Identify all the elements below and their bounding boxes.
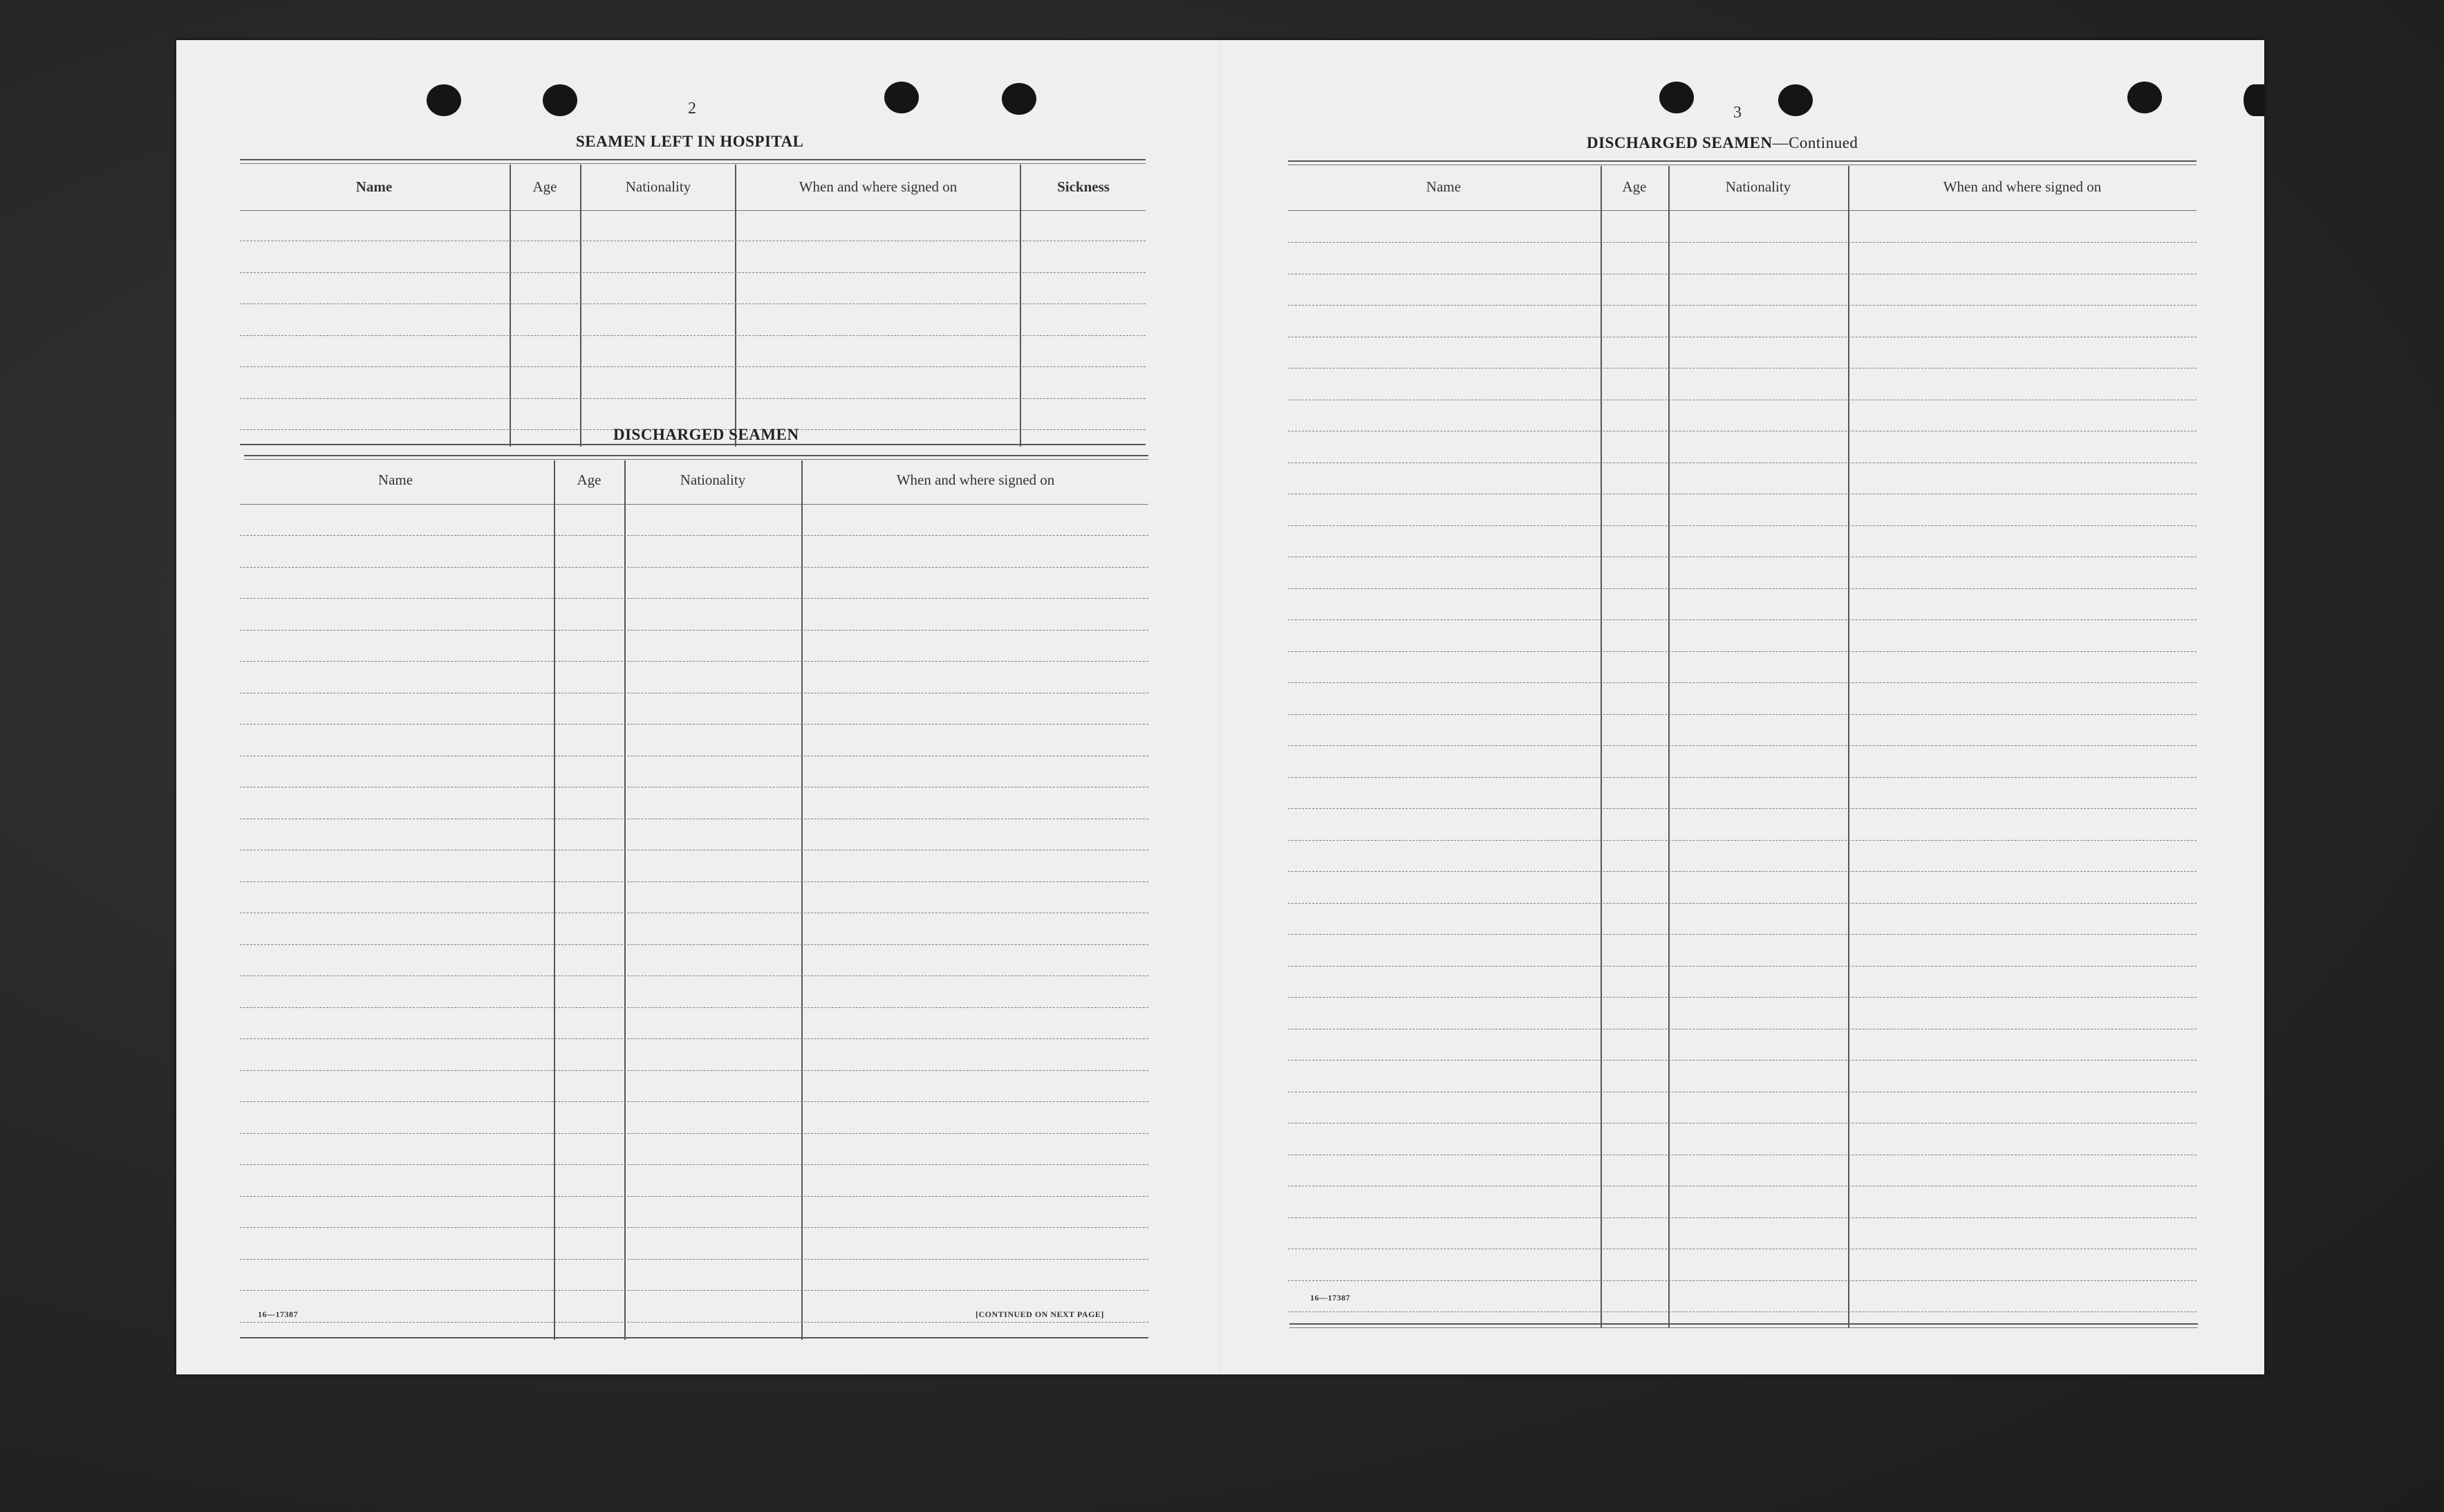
discharged-top-rule-inner [244,459,1148,460]
continued-bottom-rule [1289,1323,2198,1325]
hospital-col-name: Name [355,178,393,195]
hospital-col-divider [735,165,736,447]
continued-top-rule [1288,160,2196,162]
blank-row-line [1288,808,2196,809]
blank-row-line [240,598,1148,599]
form-code-left: 16—17387 [258,1309,298,1319]
blank-row-line [1288,525,2196,526]
hospital-bottom-rule [240,444,1146,445]
hospital-col-signed-on: When and where signed on [799,178,958,195]
blank-row-line [1288,903,2196,904]
blank-row-line [1288,934,2196,935]
hospital-col-age: Age [532,178,557,195]
blank-row-line [240,1007,1148,1008]
punch-hole [1002,83,1036,115]
continued-col-signed-on: When and where signed on [1943,178,2102,195]
blank-row-line [240,335,1146,336]
blank-row-line [240,1038,1148,1039]
hospital-col-divider [580,165,581,447]
blank-row-line [1288,682,2196,683]
blank-row-line [1288,651,2196,652]
hospital-top-rule [240,159,1146,160]
blank-row-line [1288,1060,2196,1061]
blank-row-line [240,1322,1148,1323]
hospital-section-title: SEAMEN LEFT IN HOSPITAL [576,133,804,150]
blank-row-line [1288,1280,2196,1281]
hospital-col-nationality: Nationality [625,178,691,195]
blank-row-line [1288,619,2196,620]
punch-hole [1659,82,1694,113]
page-number-left: 2 [688,100,696,118]
continued-col-divider [1668,166,1670,1327]
blank-row-line [1288,242,2196,243]
blank-row-line [1288,997,2196,998]
discharged-bottom-rule [240,1337,1148,1338]
blank-row-line [240,366,1146,367]
blank-row-line [1288,871,2196,872]
center-fold [1219,40,1220,1374]
discharged-col-divider [554,460,555,1340]
blank-row-line [1288,305,2196,306]
blank-row-line [240,661,1148,662]
page-number-right: 3 [1733,104,1742,122]
blank-row-line [240,1070,1148,1071]
hospital-header-rule [240,210,1146,211]
discharged-col-age: Age [577,472,601,488]
blank-row-line [240,1133,1148,1134]
blank-row-line [240,630,1148,631]
blank-row-line [240,724,1148,725]
continued-col-name: Name [1426,178,1462,195]
discharged-continued-title-main: DISCHARGED SEAMEN [1587,134,1773,151]
blank-row-line [240,1164,1148,1165]
blank-row-line [240,944,1148,945]
continued-bottom-rule-inner [1289,1327,2198,1328]
continued-col-age: Age [1622,178,1647,195]
blank-row-line [1288,777,2196,778]
continued-col-nationality: Nationality [1725,178,1791,195]
blank-row-line [240,567,1148,568]
punch-hole [427,84,461,116]
continued-note: [CONTINUED ON NEXT PAGE] [976,1309,1104,1319]
discharged-top-rule [244,455,1148,456]
discharged-col-divider [801,460,803,1340]
blank-row-line [1288,966,2196,967]
continued-header-rule [1288,210,2196,211]
blank-row-line [1288,1217,2196,1218]
hospital-top-rule-inner [240,163,1146,164]
discharged-continued-title-suffix: —Continued [1772,134,1858,151]
punch-hole [884,82,919,113]
blank-row-line [1288,714,2196,715]
punch-hole [2127,82,2162,113]
hospital-col-divider [510,165,511,447]
discharged-col-name: Name [377,472,413,488]
discharged-section-title: DISCHARGED SEAMEN [613,426,799,443]
discharged-header-rule [240,504,1148,505]
blank-row-line [1288,840,2196,841]
discharged-col-divider [624,460,626,1340]
blank-row-line [1288,745,2196,746]
blank-row-line [240,1101,1148,1102]
blank-row-line [240,535,1148,536]
blank-row-line [240,398,1146,399]
blank-row-line [240,1259,1148,1260]
blank-row-line [240,1290,1148,1291]
discharged-continued-title [1587,134,1858,152]
continued-col-divider [1601,166,1602,1327]
punch-hole [543,84,577,116]
blank-row-line [1288,588,2196,589]
continued-col-divider [1848,166,1849,1327]
blank-row-line [240,272,1146,273]
discharged-col-nationality: Nationality [680,472,746,488]
hospital-col-divider [1020,165,1021,447]
blank-row-line [240,1227,1148,1228]
form-code-right: 16—17387 [1310,1293,1350,1303]
punch-hole [1778,84,1813,116]
blank-row-line [240,881,1148,882]
blank-row-line [240,1196,1148,1197]
punch-hole [2244,84,2264,116]
discharged-col-signed-on: When and where signed on [896,472,1055,488]
hospital-col-sickness: Sickness [1057,178,1110,195]
document-sheet [176,40,2264,1374]
